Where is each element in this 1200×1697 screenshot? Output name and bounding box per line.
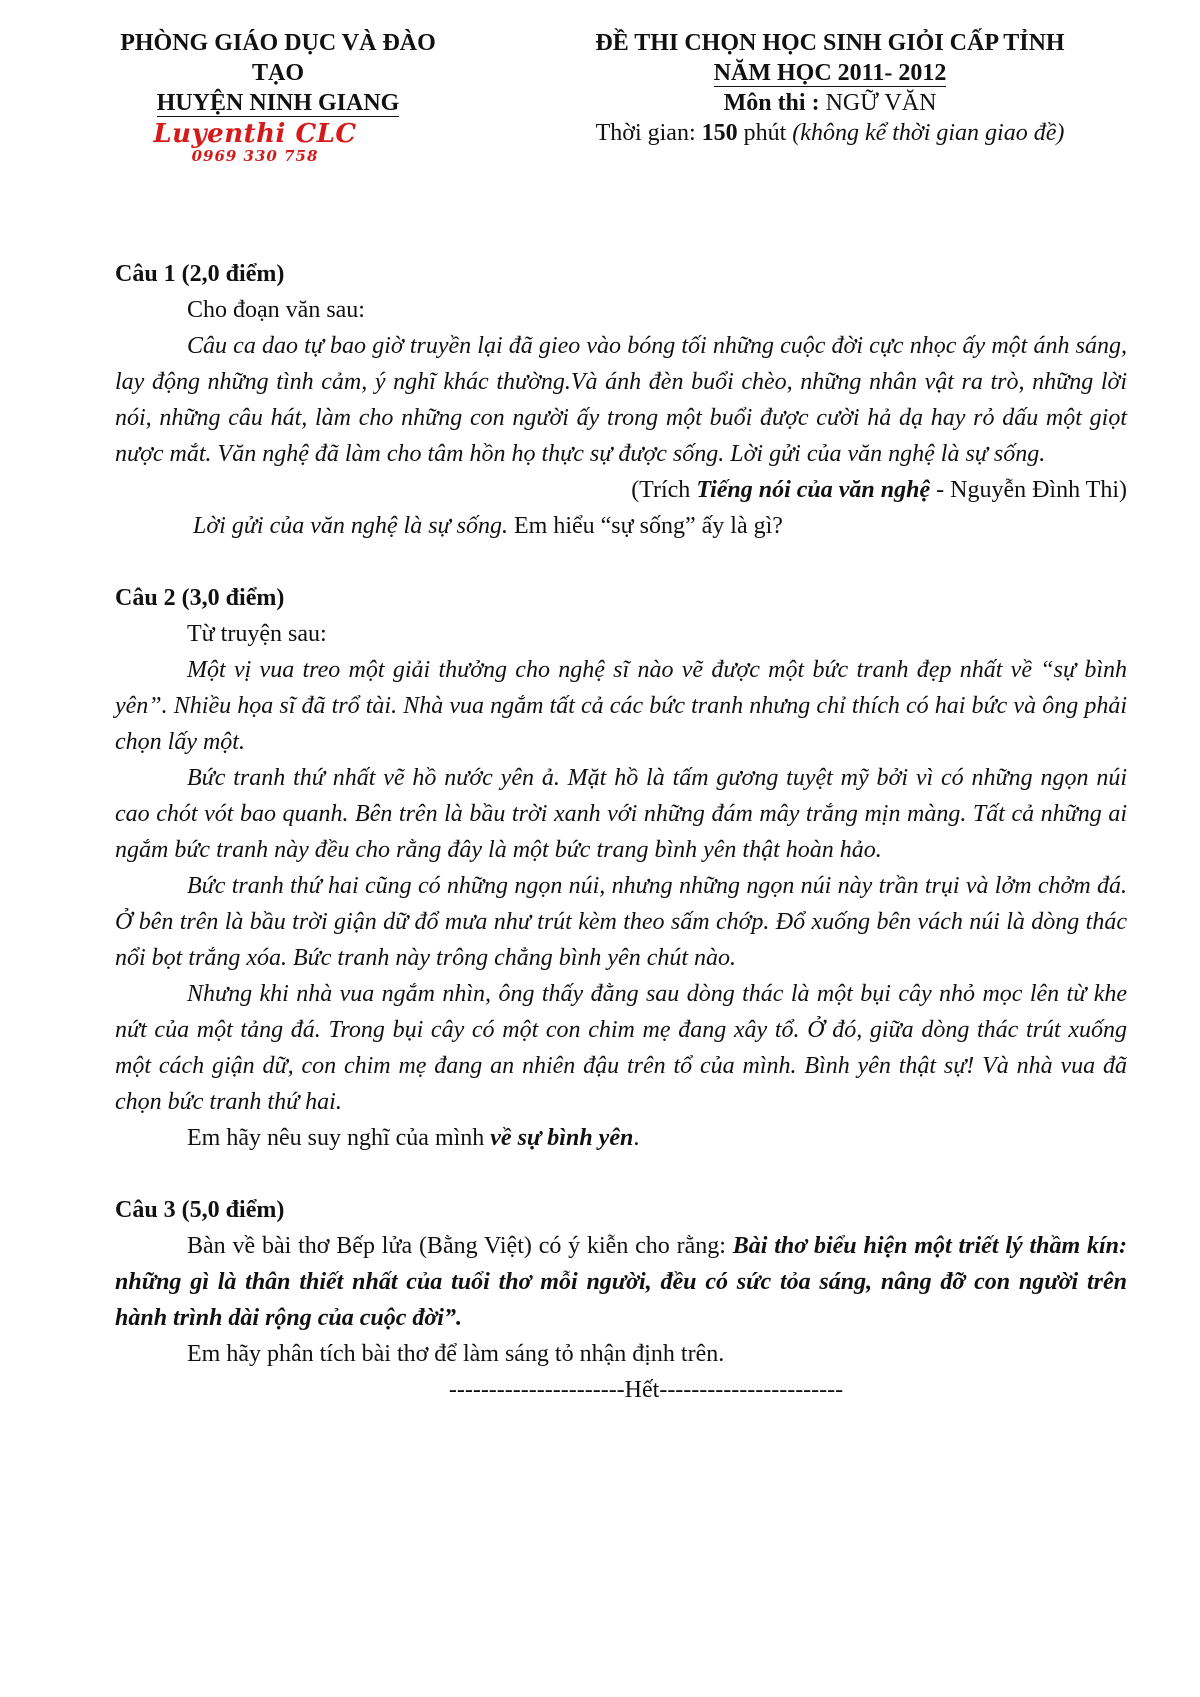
watermark-logo [140,120,370,164]
question-1-source [115,472,1127,508]
subject-value: NGỮ VĂN [825,90,937,116]
end-marker: ----------------------Hết----------------------- [448,1377,844,1403]
time-unit: phút [743,120,787,146]
logo-phone: 0969 330 758 [191,147,319,165]
source-title: Tiếng nói của văn nghệ [696,477,931,503]
question-1-passage: Câu ca dao tự bao giờ truyền lại đã gieo vào bóng tối những cuộc đời cực nhọc ấy một ánh sáng, lay động những tình cảm, ý nghĩ khác thường.Và ánh đèn buổi chèo, những nhân vật ra trò, những lời nói, những câu hát, làm cho những con người ấy trong một buổi được cười hả dạ hay rỏ dấu một giọt nược mắt. Văn nghệ đã làm cho tâm hồn họ thực sự được sống. Lời gửi của văn nghệ là sự sống. [115,333,1127,467]
statement-quote: Bài thơ biểu hiện một triết lý thầm kín: những gì là thân thiết nhất của tuổi thơ mỗi người, đều có sức tỏa sáng, nâng đỡ con người trên hành trình dài rộng của cuộc đời”. [115,1233,1127,1331]
story-paragraph-3: Bức tranh thứ hai cũng có những ngọn núi, nhưng những ngọn núi này trần trụi và lởm chởm đá. Ở bên trên là bầu trời giận dữ đổ mưa như trút kèm theo sấm chớp. Đổ xuống bên vách núi là dòng thác nổi bọt trắng xóa. Bức tranh này trông chẳng bình yên chút nào. [115,873,1127,971]
department-name: PHÒNG GIÁO DỤC VÀ ĐÀO TẠO [120,30,436,86]
source-prefix: (Trích [631,477,697,503]
story-paragraph-4: Nhưng khi nhà vua ngắm nhìn, ông thấy đằng sau dòng thác là một bụi cây nhỏ mọc lên từ khe nứt của một tảng đá. Trong bụi cây có một con chim mẹ đang xây tổ. Ở đó, giữa dòng thác trút xuống một cách giận dữ, con chim mẹ đang an nhiên đậu trên tổ của mình. Bình yên thật sự! Và nhà vua đã chọn bức tranh thứ hai. [115,981,1127,1115]
question-1-intro: Cho đoạn văn sau: [187,297,365,323]
subject-label: Môn thi : [723,90,820,116]
prompt-quote: Lời gửi của văn nghệ là sự sống. [193,513,508,539]
question-2-task [115,1120,1127,1156]
time-label: Thời gian: [595,120,696,146]
district-name: HUYỆN NINH GIANG [156,90,400,116]
task-suffix: . [633,1125,640,1151]
exam-title: ĐỀ THI CHỌN HỌC SINH GIỎI CẤP TỈNH [595,30,1065,56]
prompt-question: Em hiểu “sự sống” ấy là gì? [507,513,783,539]
subject-line [560,88,1100,118]
time-minutes: 150 [701,120,738,146]
exam-header [560,28,1100,148]
question-3-title: Câu 3 (5,0 điểm) [115,1197,285,1223]
story-paragraph-2: Bức tranh thứ nhất vẽ hồ nước yên ả. Mặt hồ là tấm gương tuyệt mỹ bởi vì có những ngọn núi cao chót vót bao quanh. Bên trên là bầu trời xanh với những đám mây trắng mịn màng. Tất cả những ai ngắm bức tranh này đều cho rằng đây là một bức trang bình yên thật hoàn hảo. [115,765,1127,863]
story-paragraph-1: Một vị vua treo một giải thưởng cho nghệ sĩ nào vẽ được một bức tranh đẹp nhất về “sự bình yên”. Nhiều họa sĩ đã trổ tài. Nhà vua ngắm tất cả các bức tranh nhưng chỉ thích có hai bức và ông phải chọn lấy một. [115,657,1127,755]
time-line [560,118,1100,148]
task-emphasis: về sự bình yên [490,1125,634,1151]
statement-intro: Bàn về bài thơ Bếp lửa (Bằng Việt) có ý kiễn cho rằng: [187,1233,733,1259]
question-3-task: Em hãy phân tích bài thơ để làm sáng tỏ nhận định trên. [187,1341,725,1367]
question-2-title: Câu 2 (3,0 điểm) [115,585,285,611]
time-note: (không kể thời gian giao đề) [792,120,1065,146]
task-prefix: Em hãy nêu suy nghĩ của mình [187,1125,491,1151]
school-year: NĂM HỌC 2011- 2012 [713,60,947,86]
source-author: - Nguyễn Đình Thi) [930,477,1127,503]
issuer-header [108,28,448,118]
logo-brand: Luyenthi CLC [153,119,357,149]
question-1-prompt [115,508,1127,544]
question-2-intro: Từ truyện sau: [187,621,327,647]
question-1-title: Câu 1 (2,0 điểm) [115,261,285,287]
question-3-statement [115,1228,1127,1336]
exam-body [115,256,1127,1408]
